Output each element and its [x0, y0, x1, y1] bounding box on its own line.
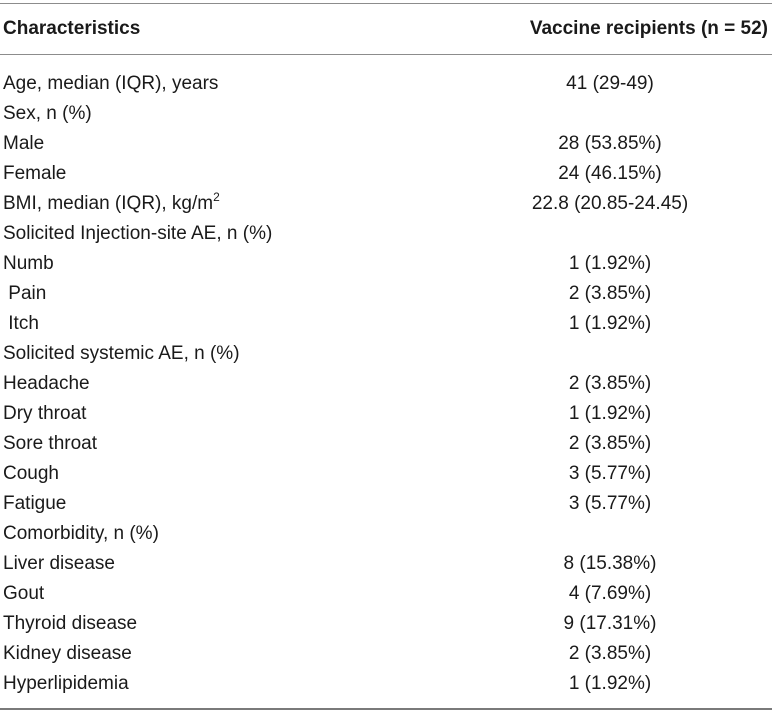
row-value: 2 (3.85%): [568, 283, 652, 304]
row-value: 3 (5.77%): [568, 463, 652, 484]
table-row: [0, 339, 772, 369]
header-characteristics: Characteristics: [3, 18, 141, 39]
table-row: [0, 99, 772, 129]
row-label: Sore throat: [3, 433, 97, 454]
table-row: [0, 249, 772, 279]
table-header-rule: [0, 54, 772, 55]
table-header-row: [0, 4, 772, 54]
table-row: [0, 519, 772, 549]
row-value: 24 (46.15%): [558, 163, 662, 184]
row-label: Itch: [3, 313, 39, 334]
row-label-with-superscript: [3, 189, 220, 219]
table-bottom-rule: [0, 708, 772, 710]
superscript: 2: [213, 190, 220, 204]
row-value: 2 (3.85%): [568, 373, 652, 394]
row-label: Cough: [3, 463, 59, 484]
table-row: [0, 429, 772, 459]
row-label: Hyperlipidemia: [3, 673, 129, 694]
row-value: 28 (53.85%): [558, 133, 662, 154]
table-row: [0, 189, 772, 219]
table-row: [0, 669, 772, 699]
row-label: Female: [3, 163, 67, 184]
row-label: Liver disease: [3, 553, 115, 574]
row-value: [472, 339, 748, 369]
row-value: [472, 219, 748, 249]
row-value: 2 (3.85%): [568, 433, 652, 454]
table-row: [0, 459, 772, 489]
row-label: Male: [3, 133, 45, 154]
row-label: Fatigue: [3, 493, 67, 514]
table-row: [0, 639, 772, 669]
row-label: Thyroid disease: [3, 613, 138, 634]
row-label: Dry throat: [3, 403, 87, 424]
row-label: Solicited Injection-site AE, n (%): [3, 223, 273, 244]
row-value: 22.8 (20.85-24.45): [531, 193, 689, 214]
row-label: Solicited systemic AE, n (%): [3, 343, 240, 364]
table-row: [0, 129, 772, 159]
table-row: [0, 69, 772, 99]
row-value: 8 (15.38%): [563, 553, 657, 574]
row-label: Kidney disease: [3, 643, 132, 664]
table-row: [0, 369, 772, 399]
table-row: [0, 609, 772, 639]
row-value: 1 (1.92%): [568, 313, 652, 334]
row-value: 1 (1.92%): [568, 253, 652, 274]
table-row: [0, 579, 772, 609]
row-label: Pain: [3, 283, 47, 304]
row-value: 41 (29-49): [566, 73, 654, 94]
table-body: [0, 69, 772, 699]
row-value: 2 (3.85%): [568, 643, 652, 664]
table-row: [0, 309, 772, 339]
table-row: [0, 279, 772, 309]
row-label: Headache: [3, 373, 90, 394]
row-value: 3 (5.77%): [568, 493, 652, 514]
row-label: Comorbidity, n (%): [3, 523, 159, 544]
row-label: Gout: [3, 583, 45, 604]
row-value: [472, 99, 748, 129]
row-label: BMI, median (IQR), kg/m: [3, 193, 214, 214]
table-row: [0, 159, 772, 189]
row-value: 1 (1.92%): [568, 403, 652, 424]
table-row: [0, 399, 772, 429]
row-label: Numb: [3, 253, 54, 274]
table-row: [0, 549, 772, 579]
row-value: [472, 519, 748, 549]
row-value: 1 (1.92%): [568, 673, 652, 694]
row-value: 9 (17.31%): [563, 613, 657, 634]
row-label: Sex, n (%): [3, 103, 92, 124]
header-vaccine-recipients: Vaccine recipients (n = 52): [529, 18, 768, 39]
row-value: 4 (7.69%): [568, 583, 652, 604]
table-row: [0, 489, 772, 519]
table-row: [0, 219, 772, 249]
row-label: Age, median (IQR), years: [3, 73, 219, 94]
